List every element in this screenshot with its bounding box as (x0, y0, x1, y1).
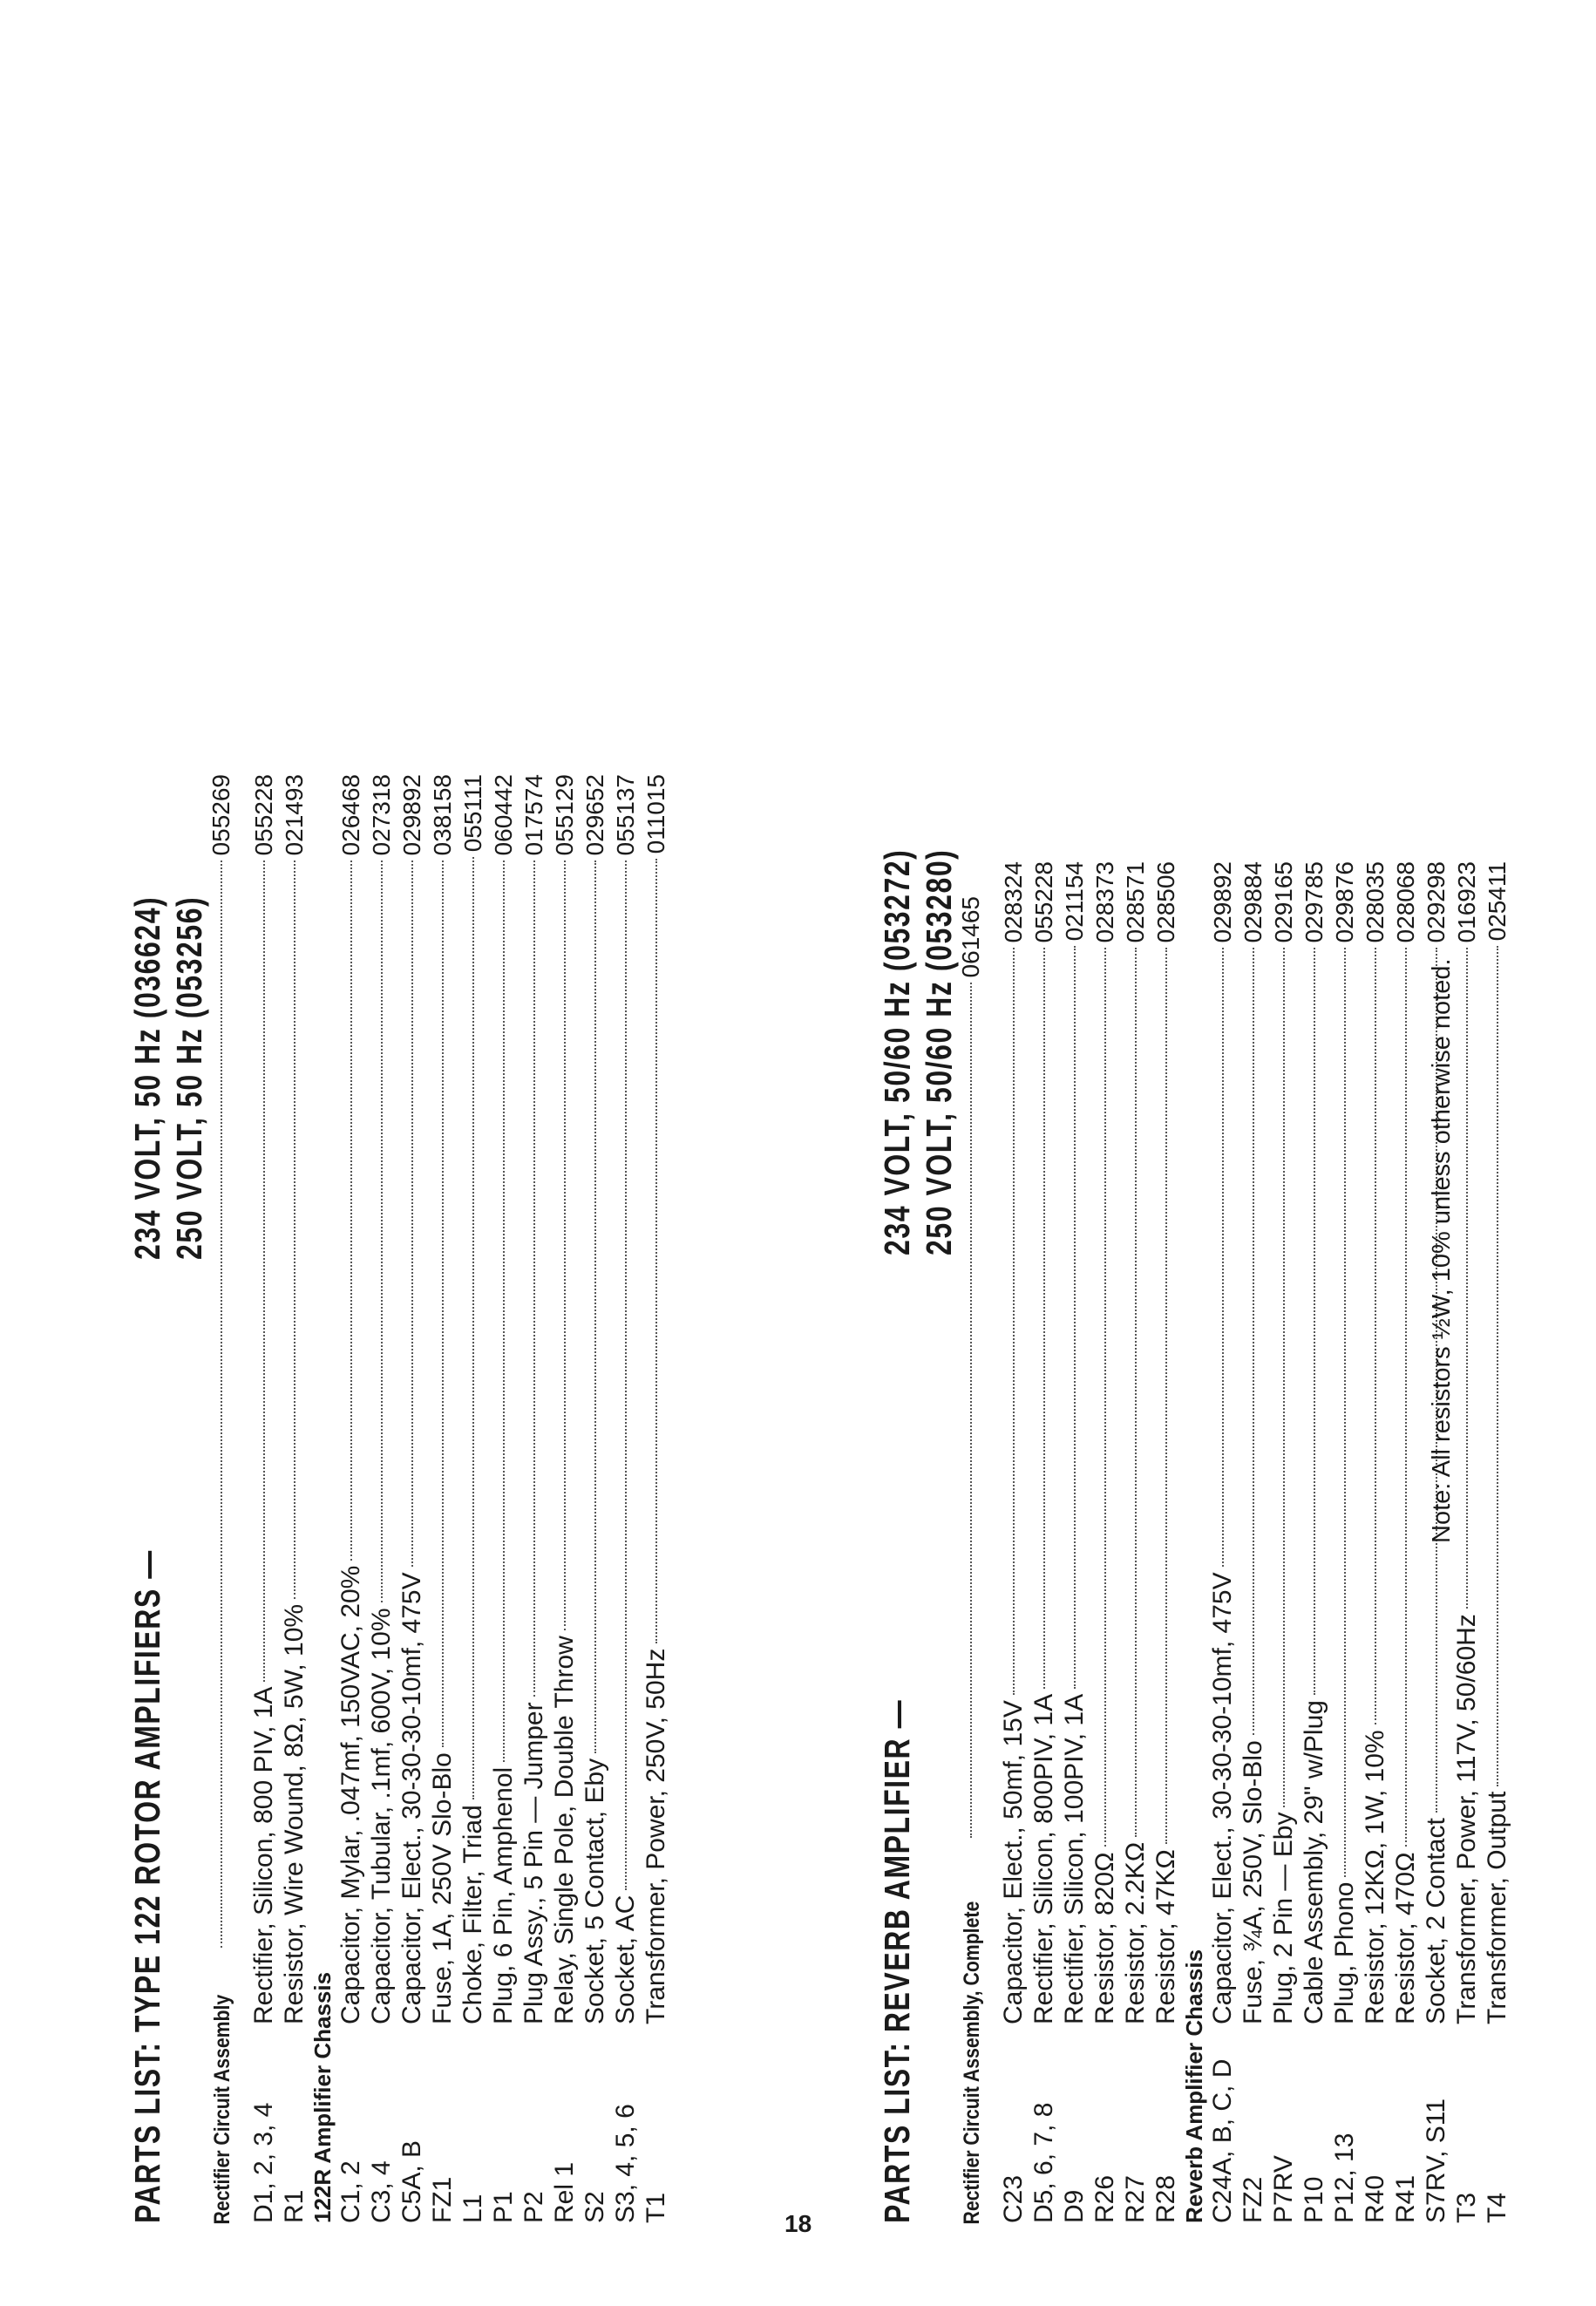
part-symbol: R1 (280, 2189, 309, 2223)
rotor-title: PARTS LIST: TYPE 122 ROTOR AMPLIFIERS — (127, 1549, 167, 2223)
rotor-subhead: Rectifier Circuit Assembly (210, 1994, 234, 2225)
rotor-spec-250v: 250 VOLT, 50 Hz (053256) (169, 895, 209, 1260)
part-description: Resistor, 820Ω (1090, 1852, 1119, 2024)
part-number: 016923 (1453, 861, 1480, 943)
leader-dots (533, 860, 535, 1697)
part-row (1390, 854, 1421, 2232)
part-symbol: P12, 13 (1330, 2133, 1359, 2223)
leader-dots (1466, 948, 1468, 1609)
part-number: 028035 (1362, 861, 1389, 943)
part-number: 029876 (1331, 861, 1358, 943)
part-row (1120, 854, 1151, 2232)
leader-dots (1375, 948, 1376, 1724)
leader-dots (1013, 948, 1015, 1695)
leader-dots (472, 857, 474, 1799)
part-row (580, 767, 610, 2232)
part-row (248, 767, 279, 2232)
part-number: 029165 (1270, 861, 1297, 943)
part-row (641, 767, 671, 2232)
part-number: 038158 (429, 774, 456, 856)
leader-dots (594, 860, 596, 1752)
part-number: 011015 (642, 774, 669, 854)
part-row (1207, 854, 1238, 2232)
reverb-chassis-heading: Reverb Amplifier Chassis (1181, 1949, 1207, 2223)
part-number: 028506 (1152, 861, 1179, 943)
part-row (1329, 854, 1360, 2232)
leader-dots (294, 860, 295, 1599)
part-number: 027318 (368, 774, 395, 856)
leader-dots (1405, 948, 1407, 1847)
part-description: Socket, AC (611, 1894, 640, 2024)
part-number: 029298 (1423, 861, 1450, 943)
leader-dots (1283, 948, 1285, 1806)
rotor-chassis-rows (336, 680, 671, 2232)
part-symbol: S2 (581, 2191, 609, 2223)
part-row (458, 767, 488, 2232)
part-description: Resistor, 47KΩ (1151, 1849, 1180, 2024)
part-number: 017574 (520, 774, 547, 856)
part-number: 055228 (1030, 861, 1057, 943)
leader-dots (1497, 946, 1498, 1786)
part-row (1151, 854, 1181, 2232)
part-symbol: R27 (1121, 2174, 1150, 2223)
part-symbol: P1 (489, 2191, 518, 2223)
leader-dots (1253, 948, 1254, 1735)
part-symbol: D5, 6, 7, 8 (1029, 2102, 1058, 2223)
part-symbol: P7RV (1269, 2155, 1298, 2223)
part-description: Socket, 2 Contact (1422, 1818, 1450, 2024)
part-symbol: FZ2 (1239, 2176, 1267, 2223)
part-row (336, 767, 366, 2232)
reverb-rectifier-rows (998, 680, 1181, 2232)
part-description: Capacitor, Elect., 30-30-30-10mf, 475V (397, 1572, 426, 2024)
part-symbol: C23 (999, 2174, 1028, 2223)
part-number: 028068 (1392, 861, 1419, 943)
page-number: 18 (784, 2210, 812, 2237)
part-symbol: R28 (1151, 2174, 1180, 2223)
part-number: 060442 (490, 774, 517, 856)
part-symbol: T4 (1483, 2192, 1511, 2223)
part-symbol: Rel 1 (550, 2161, 579, 2223)
reverb-parts-list (872, 680, 1512, 2232)
part-row (998, 854, 1029, 2232)
part-number: 021154 (1061, 861, 1088, 942)
part-description: Plug Assy., 5 Pin — Jumper (520, 1702, 548, 2024)
part-description: Plug, 2 Pin — Eby (1269, 1812, 1298, 2024)
reverb-header (872, 680, 959, 2232)
part-symbol: D1, 2, 3, 4 (249, 2102, 278, 2223)
rotor-subhead-row (206, 767, 236, 2232)
part-number: 028373 (1091, 861, 1118, 943)
leader-dots (1165, 948, 1167, 1844)
rotor-spec-234v: 234 VOLT, 50 Hz (036624) (127, 895, 167, 1260)
part-symbol: C3, 4 (367, 2160, 396, 2223)
leader-dots (263, 860, 265, 1681)
part-symbol: C1, 2 (336, 2160, 365, 2223)
leader-dots (221, 860, 222, 1947)
leader-dots (1074, 946, 1076, 1689)
part-row (279, 767, 309, 2232)
part-row (366, 767, 397, 2232)
part-description: Plug, Phono (1330, 1881, 1359, 2024)
part-symbol: S7RV, S11 (1422, 2099, 1450, 2223)
part-number: 028571 (1122, 861, 1149, 943)
reverb-chassis-rows (1207, 680, 1512, 2232)
reverb-spec-234v: 234 VOLT, 50/60 Hz (053272) (877, 848, 917, 1255)
rotated-page-content (122, 680, 1511, 2232)
part-description: Fuse, 1A, 250V Slo-Blo (428, 1752, 457, 2024)
part-description: Cable Assembly, 29" w/Plug (1300, 1700, 1328, 2024)
part-number: 021493 (281, 774, 308, 856)
part-description: Resistor, Wire Wound, 8Ω, 5W, 10% (280, 1603, 309, 2024)
part-row (519, 767, 549, 2232)
reverb-subhead: Rectifier Circuit Assembly, Complete (960, 1901, 984, 2225)
reverb-subhead-number: 061465 (957, 896, 984, 978)
leader-dots (1043, 948, 1045, 1688)
part-row (1299, 854, 1329, 2232)
part-symbol: R40 (1361, 2174, 1389, 2223)
part-description: Transformer, Output (1483, 1791, 1511, 2024)
leader-dots (1344, 948, 1346, 1876)
leader-dots (1222, 948, 1224, 1567)
part-symbol: P10 (1300, 2176, 1328, 2223)
part-number: 028324 (1000, 861, 1027, 943)
part-row (1482, 854, 1512, 2232)
leader-dots (564, 860, 566, 1630)
part-number: 055111 (459, 774, 486, 853)
part-symbol: C24A, B, C, D (1208, 2058, 1237, 2223)
part-description: Choke, Filter, Triad (458, 1805, 487, 2024)
part-number: 029892 (1209, 861, 1236, 943)
part-symbol: FZ1 (428, 2176, 457, 2223)
leader-dots (1135, 948, 1137, 1836)
leader-dots (970, 983, 972, 1837)
leader-dots (503, 860, 505, 1761)
parts-lists (122, 680, 1511, 2232)
reverb-title: PARTS LIST: REVERB AMPLIFIER — (877, 1698, 917, 2223)
rotor-parts-list (122, 680, 671, 2232)
part-description: Rectifier, Silicon, 800 PIV, 1A (249, 1686, 278, 2024)
part-symbol: L1 (458, 2194, 487, 2223)
part-number: 055137 (612, 774, 639, 856)
rotor-chassis-heading: 122R Amplifier Chassis (309, 1971, 336, 2223)
part-symbol: R41 (1391, 2174, 1420, 2223)
part-number: 029892 (398, 774, 425, 856)
part-description: Capacitor, Mylar, .047mf, 150VAC, 20% (336, 1565, 365, 2024)
part-row (1238, 854, 1268, 2232)
part-row (1360, 854, 1390, 2232)
reverb-spec-250v: 250 VOLT, 50/60 Hz (053280) (919, 848, 959, 1255)
part-number: 029785 (1301, 861, 1328, 943)
rotor-subhead-number: 055269 (207, 774, 234, 856)
part-description: Rectifier, Silicon, 100PIV, 1A (1060, 1693, 1089, 2024)
part-description: Resistor, 470Ω (1391, 1852, 1420, 2024)
part-number: 029652 (581, 774, 608, 856)
part-number: 029884 (1239, 861, 1267, 943)
part-description: Capacitor, Elect., 50mf, 15V (999, 1700, 1028, 2024)
part-row (1059, 854, 1090, 2232)
part-number: 055228 (250, 774, 277, 856)
part-row (427, 767, 458, 2232)
part-symbol: D9 (1060, 2189, 1089, 2223)
part-description: Resistor, 12KΩ, 1W, 10% (1361, 1730, 1389, 2024)
part-description: Transformer, Power, 250V, 50Hz (642, 1648, 670, 2024)
part-symbol: C5A, B (397, 2139, 426, 2223)
part-description: Rectifier, Silicon, 800PIV, 1A (1029, 1693, 1058, 2024)
leader-dots (442, 860, 444, 1747)
part-description: Capacitor, Elect., 30-30-30-10mf, 475V (1208, 1572, 1237, 2024)
leader-dots (1314, 948, 1315, 1695)
part-row (1029, 854, 1059, 2232)
leader-dots (1104, 948, 1106, 1847)
rotor-rectifier-rows (248, 680, 309, 2232)
leader-dots (381, 860, 383, 1602)
part-description: Resistor, 2.2KΩ (1121, 1841, 1150, 2024)
part-number: 026468 (337, 774, 364, 856)
rotor-header (122, 680, 209, 2232)
part-symbol: R26 (1090, 2174, 1119, 2223)
leader-dots (411, 860, 413, 1567)
part-row (1268, 854, 1299, 2232)
part-row (488, 767, 519, 2232)
part-description: Fuse, ¾A, 250V, Slo-Blo (1239, 1740, 1267, 2024)
part-number: 055129 (551, 774, 578, 856)
part-symbol: S3, 4, 5, 6 (611, 2104, 640, 2223)
reverb-subhead-row (955, 889, 986, 2232)
leader-dots (350, 860, 352, 1560)
part-description: Transformer, Power, 117V, 50/60Hz (1452, 1614, 1481, 2024)
part-row (1090, 854, 1120, 2232)
part-row (397, 767, 427, 2232)
part-symbol: T3 (1452, 2192, 1481, 2223)
part-description: Relay, Single Pole, Double Throw (550, 1636, 579, 2024)
resistor-note: Note: All resistors ½W, 10% unless otherwise noted. (1428, 958, 1456, 1543)
part-description: Plug, 6 Pin, Amphenol (489, 1766, 518, 2024)
part-description: Capacitor, Tubular, .1mf, 600V, 10% (367, 1608, 396, 2024)
leader-dots (655, 859, 657, 1643)
part-row (549, 767, 580, 2232)
part-symbol: P2 (520, 2191, 548, 2223)
leader-dots (625, 860, 627, 1889)
part-description: Socket, 5 Contact, Eby (581, 1758, 609, 2024)
part-number: 025411 (1484, 861, 1511, 942)
part-symbol: T1 (642, 2192, 670, 2223)
part-row (610, 767, 641, 2232)
